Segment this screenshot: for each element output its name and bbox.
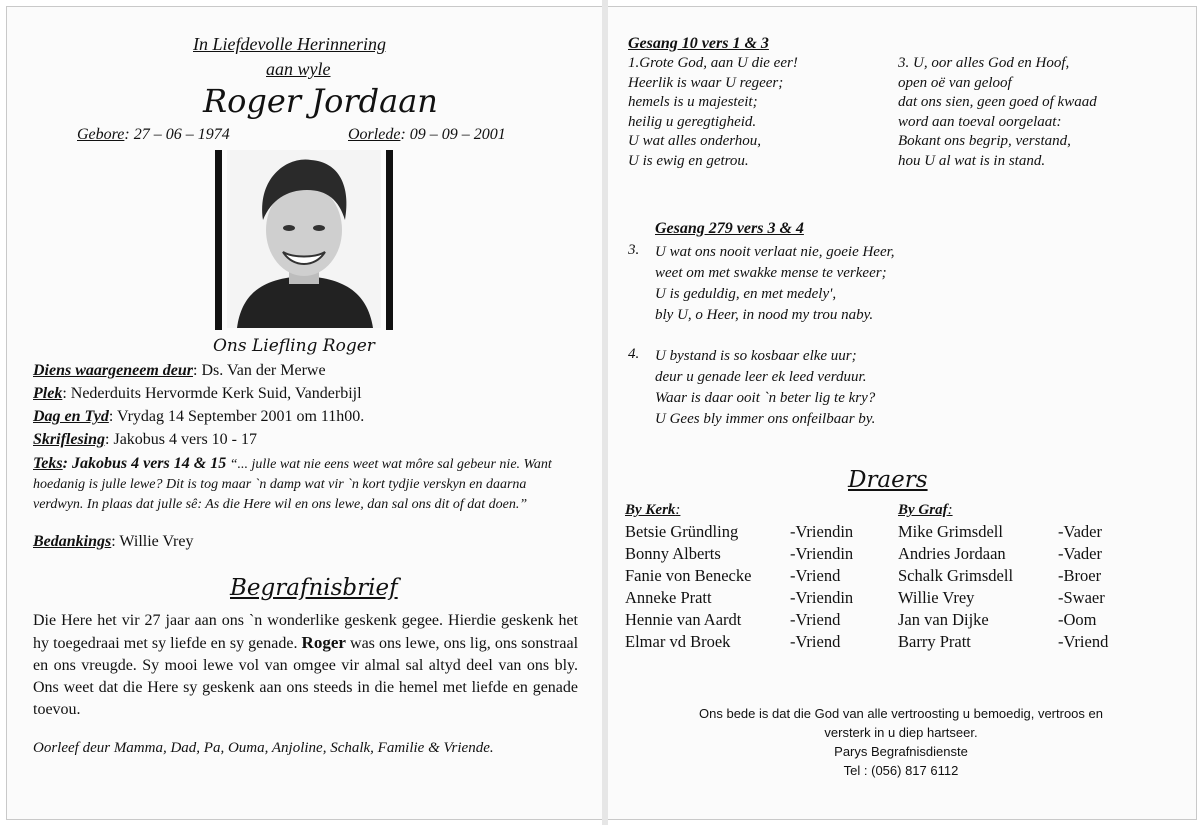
detail-value: : Ds. Van der Merwe	[193, 362, 326, 379]
born-value: : 27 – 06 – 1974	[124, 126, 230, 143]
photo-caption: Ons Liefling Roger	[213, 336, 375, 356]
bearer-name: Anneke Pratt	[625, 588, 712, 607]
prayer-line: Ons bede is dat die God van alle vertroosting u bemoedig, vertroos en	[699, 706, 1103, 721]
bearer-relation: -Oom	[1058, 610, 1097, 629]
verse-line: 3. U, oor alles God en Hoof,	[898, 55, 1070, 71]
deceased-name: Roger Jordaan	[203, 82, 438, 120]
verse-line: word aan toeval oorgelaat:	[898, 113, 1062, 130]
bearer-relation: -Vriend	[1058, 632, 1109, 651]
memorial-heading: In Liefdevolle Herinnering	[193, 34, 386, 54]
detail-value: : Vrydag 14 September 2001 om 11h00.	[108, 408, 365, 425]
page-fold	[602, 0, 608, 825]
colon: :	[675, 502, 681, 518]
bearer-relation: -Vriend	[790, 610, 841, 629]
verse-line: U is ewig en getrou.	[628, 152, 749, 169]
frame-bar-right	[386, 150, 393, 330]
funeral-letter	[33, 610, 578, 721]
bearers-title: Draers	[848, 467, 928, 493]
death-date	[348, 126, 506, 144]
frame-bar-left	[215, 150, 222, 330]
by-church-label	[625, 502, 680, 519]
section-title: Begrafnisbrief	[230, 575, 398, 601]
thanks-value: : Willie Vrey	[111, 533, 194, 550]
bearer-name: Betsie Gründling	[625, 522, 739, 541]
detail-label: Diens waargeneem deur	[33, 362, 193, 379]
prayer-line: versterk in u diep hartseer.	[824, 725, 978, 740]
bearer-name: Schalk Grimsdell	[898, 566, 1014, 585]
hymn2-verse4	[655, 346, 875, 430]
teks-quote: “... julle wat nie eens weet wat môre sal gebeur nie. Want hoedanig is julle lewe? Dit is tog maar `n damp wat vir `n kort tydjie verskyn en daarna verdwyn. In plaas dat julle sê: As die Here wil en ons lewe, dan sal ons dit of dat doen.”	[33, 457, 552, 512]
verse-line: deur u genade leer ek leed verduur.	[655, 369, 867, 385]
hymn2-verse3-number: 3.	[628, 242, 640, 258]
verse-line: U is geduldig, en met medely',	[655, 286, 837, 302]
hymn2-verse3	[655, 242, 895, 326]
detail-thanks	[33, 533, 193, 551]
funeral-home-phone: Tel : (056) 817 6112	[843, 763, 959, 778]
verse-line: U bystand is so kosbaar elke uur;	[655, 348, 857, 364]
bearer-relation: -Vriendin	[790, 588, 854, 607]
verse-line: weet om met swakke mense te verkeer;	[655, 265, 887, 281]
hymn2-verse4-number: 4.	[628, 346, 640, 362]
verse-line: U wat alles onderhou,	[628, 133, 762, 149]
bearer-name: Bonny Alberts	[625, 544, 721, 563]
bearer-name: Andries Jordaan	[898, 544, 1006, 563]
survived-by: Oorleef deur Mamma, Dad, Pa, Ouma, Anjoline, Schalk, Familie & Vriende.	[33, 740, 494, 756]
bearer-name: Barry Pratt	[898, 632, 971, 651]
died-label: Oorlede	[348, 126, 401, 143]
verse-line: U wat ons nooit verlaat nie, goeie Heer,	[655, 244, 895, 260]
by-grave-label	[898, 502, 953, 519]
verse-line: open oë van geloof	[898, 74, 1012, 91]
verse-line: heilig u geregtigheid.	[628, 113, 757, 130]
portrait-photo	[227, 150, 381, 328]
detail-date-time	[33, 408, 364, 426]
bearer-name: Jan van Dijke	[898, 610, 989, 629]
died-value: : 09 – 09 – 2001	[400, 126, 506, 143]
verse-line: dat ons sien, geen goed of kwaad	[898, 94, 1097, 110]
bearer-name: Hennie van Aardt	[625, 610, 742, 629]
bearer-relation: -Vader	[1058, 522, 1102, 541]
bearer-relation: -Vriend	[790, 566, 841, 585]
hymn1-title: Gesang 10 vers 1 & 3	[628, 35, 769, 52]
verse-line: bly U, o Heer, in nood my trou naby.	[655, 307, 874, 323]
closing-block	[618, 704, 1184, 780]
bearer-name: Fanie von Benecke	[625, 566, 752, 585]
bearer-name: Elmar vd Broek	[625, 632, 731, 651]
detail-value: : Nederduits Hervormde Kerk Suid, Vanderbijl	[62, 385, 362, 402]
letter-text-end: was ons lewe, ons lig, ons sonstraal en ons vreugde. Sy mooi lewe vol van omgee vir almal sal altyd deel van ons bly. Ons weet dat die Here sy geskenk aan ons steeds in die hemel met liefde en genade toevou.	[33, 635, 579, 718]
verse-line: hemels is u majesteit;	[628, 94, 758, 110]
by-church-text: By Kerk	[625, 502, 676, 518]
thanks-label: Bedankings	[33, 533, 112, 550]
birth-date	[77, 126, 230, 144]
letter-text-start: Die Here het vir 27 jaar aan ons `n wonderlike geskenk gegee. Hierdie geskenk het hy toegedraai met sy liefde en sy genade.	[33, 612, 578, 652]
detail-place	[33, 385, 362, 403]
detail-label: Plek	[33, 385, 63, 402]
verse-line: Waar is daar ooit `n beter lig te kry?	[655, 390, 876, 406]
verse-line: U Gees bly immer ons onfeilbaar by.	[655, 411, 876, 427]
hymn1-verse1	[628, 54, 798, 171]
funeral-home: Parys Begrafnisdienste	[834, 744, 968, 759]
bearer-relation: -Vriendin	[790, 544, 854, 563]
letter-name: Roger	[301, 633, 346, 652]
colon: :	[947, 502, 953, 518]
hymn2-title: Gesang 279 vers 3 & 4	[655, 220, 804, 237]
bearer-relation: -Broer	[1058, 566, 1102, 585]
teks-value: : Jakobus 4 vers 14 & 15	[62, 455, 227, 472]
born-label: Gebore	[77, 126, 125, 143]
teks-label: Teks	[33, 455, 63, 472]
sermon-text	[33, 454, 578, 515]
detail-officiant	[33, 362, 326, 380]
detail-reading	[33, 431, 257, 449]
bearer-relation: -Vriend	[790, 632, 841, 651]
detail-label: Dag en Tyd	[33, 408, 109, 425]
portrait-frame	[215, 150, 393, 330]
bearer-relation: -Swaer	[1058, 588, 1105, 607]
verse-line: 1.Grote God, aan U die eer!	[628, 55, 798, 71]
verse-line: Bokant ons begrip, verstand,	[898, 133, 1071, 149]
bearer-name: Mike Grimsdell	[898, 522, 1003, 541]
detail-label: Skriflesing	[33, 431, 106, 448]
verse-line: hou U al wat is in stand.	[898, 152, 1046, 169]
detail-value: : Jakobus 4 vers 10 - 17	[105, 431, 257, 448]
hymn1-verse3	[898, 54, 1097, 171]
bearer-relation: -Vriendin	[790, 522, 854, 541]
verse-line: Heerlik is waar U regeer;	[628, 74, 784, 91]
bearer-name: Willie Vrey	[898, 588, 975, 607]
memorial-subheading: aan wyle	[266, 59, 331, 79]
bearer-relation: -Vader	[1058, 544, 1102, 563]
by-grave-text: By Graf	[898, 502, 948, 518]
